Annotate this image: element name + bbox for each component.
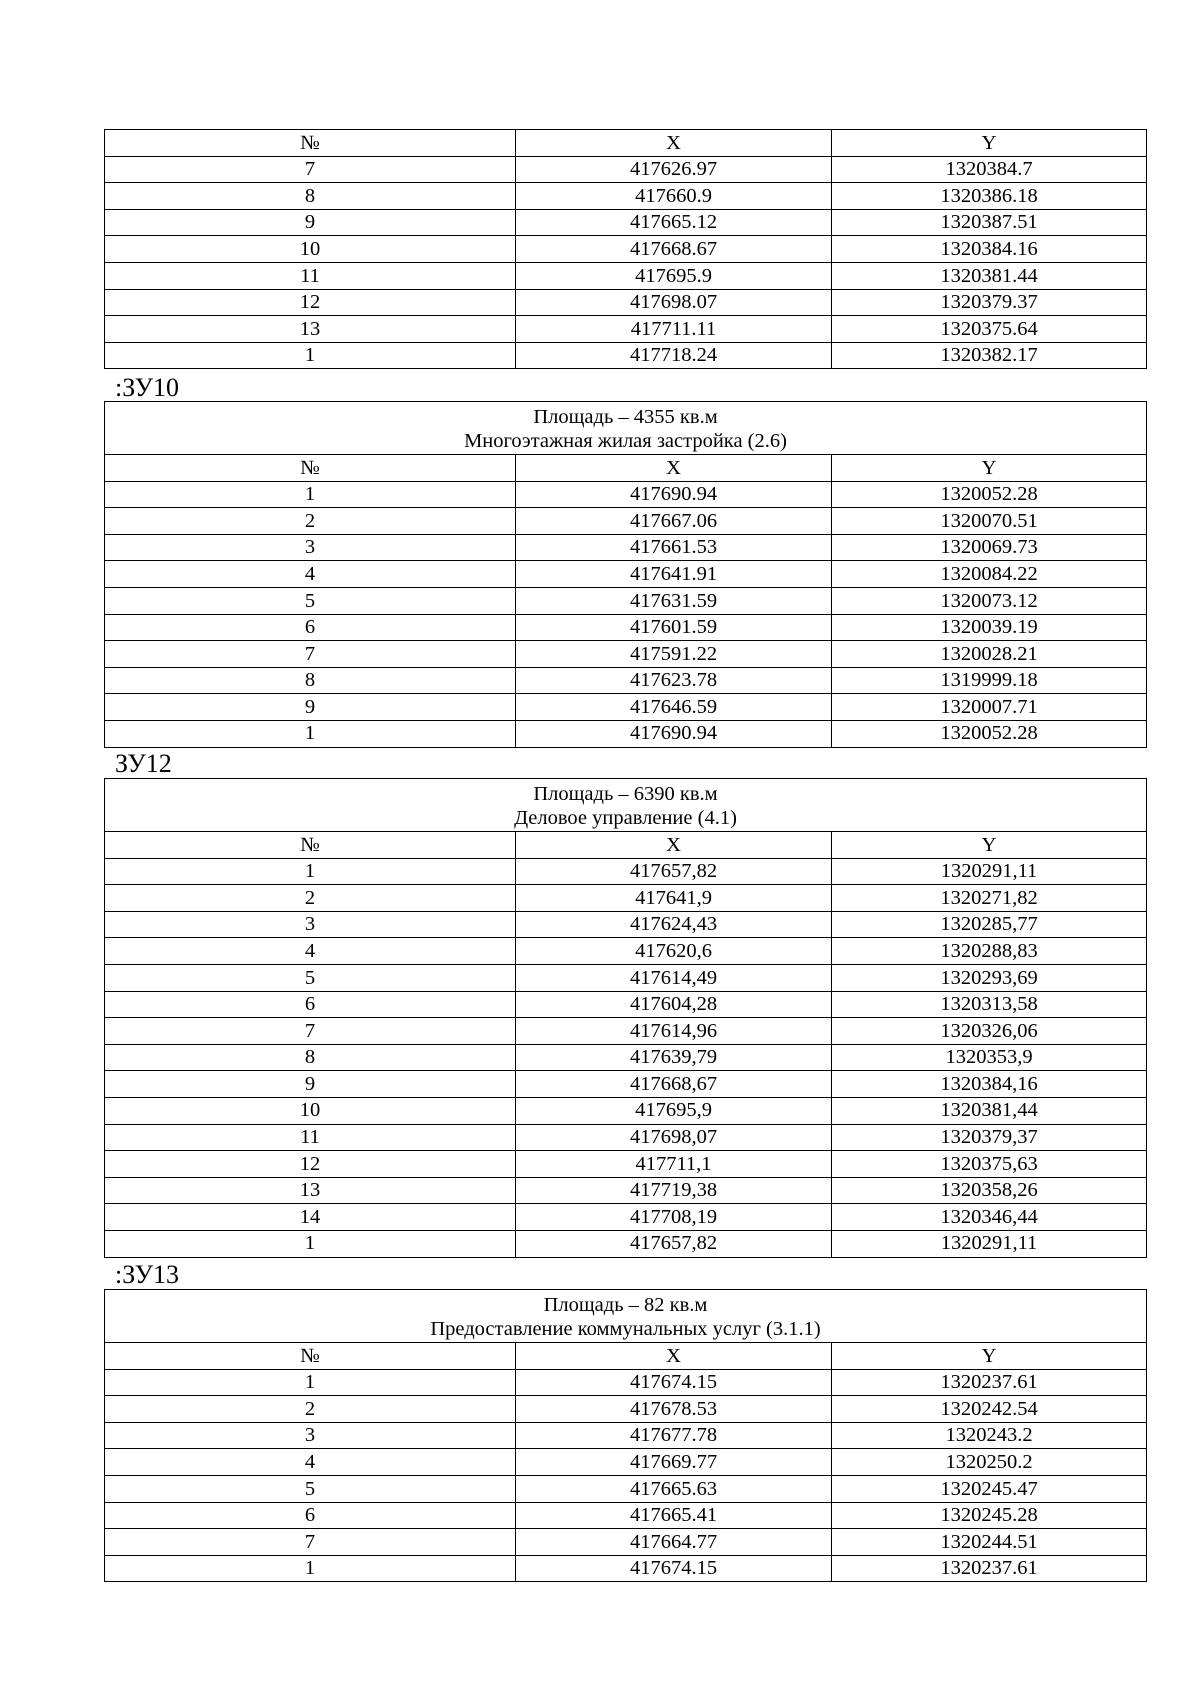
table-row [105, 1204, 1147, 1231]
table-row [105, 1555, 1147, 1582]
table-row [105, 316, 1147, 343]
coord-x: 417677.78 [516, 1422, 832, 1449]
coord-y: 1320381,44 [832, 1097, 1147, 1124]
coord-x: 417711.11 [516, 316, 832, 343]
coordinates-table-zu10 [104, 401, 1147, 748]
area-text: Площадь – 82 кв.м [543, 1293, 708, 1316]
table-row [105, 1475, 1147, 1502]
coord-x: 417604,28 [516, 991, 832, 1018]
coord-y: 1320375,63 [832, 1151, 1147, 1178]
header-y: Y [832, 1343, 1147, 1370]
coord-x: 417678.53 [516, 1396, 832, 1423]
coord-x: 417620,6 [516, 938, 832, 965]
coord-y: 1320288,83 [832, 938, 1147, 965]
table-row [105, 964, 1147, 991]
header-num: № [105, 1343, 516, 1370]
land-use-text: Деловое управление (4.1) [514, 806, 737, 829]
coord-x: 417690.94 [516, 481, 832, 508]
coord-y: 1320291,11 [832, 1230, 1147, 1257]
coord-y: 1320084.22 [832, 561, 1147, 588]
coord-x: 417698,07 [516, 1124, 832, 1151]
point-number: 14 [105, 1204, 516, 1231]
coord-y: 1320069.73 [832, 534, 1147, 561]
header-y: Y [832, 832, 1147, 859]
table-row [105, 614, 1147, 641]
table-row [105, 1097, 1147, 1124]
table-row [105, 1177, 1147, 1204]
point-number: 10 [105, 1097, 516, 1124]
table-row [105, 561, 1147, 588]
point-number: 7 [105, 1529, 516, 1556]
point-number: 6 [105, 614, 516, 641]
coord-x: 417669.77 [516, 1449, 832, 1476]
point-number: 3 [105, 911, 516, 938]
coord-x: 417639,79 [516, 1044, 832, 1071]
coord-y: 1320245.28 [832, 1502, 1147, 1529]
point-number: 1 [105, 342, 516, 369]
coord-x: 417641,9 [516, 885, 832, 912]
land-use-text: Многоэтажная жилая застройка (2.6) [464, 429, 787, 452]
section-label-zu12: ЗУ12 [115, 749, 172, 778]
coord-x: 417646.59 [516, 694, 832, 721]
coord-x: 417614,96 [516, 1018, 832, 1045]
table-row [105, 858, 1147, 885]
point-number: 5 [105, 587, 516, 614]
table-row [105, 1529, 1147, 1556]
table-row [105, 262, 1147, 289]
coord-y: 1320381.44 [832, 262, 1147, 289]
coord-y: 1320387.51 [832, 209, 1147, 236]
header-x: X [516, 455, 832, 482]
point-number: 9 [105, 209, 516, 236]
coord-x: 417665.41 [516, 1502, 832, 1529]
table-row [105, 587, 1147, 614]
point-number: 1 [105, 720, 516, 747]
coord-y: 1320379.37 [832, 289, 1147, 316]
table-info-row [105, 402, 1147, 455]
coord-y: 1320070.51 [832, 508, 1147, 535]
header-num: № [105, 455, 516, 482]
coord-y: 1320326,06 [832, 1018, 1147, 1045]
coord-y: 1320073.12 [832, 587, 1147, 614]
coord-y: 1320382.17 [832, 342, 1147, 369]
coord-y: 1320386.18 [832, 183, 1147, 210]
coord-y: 1320028.21 [832, 641, 1147, 668]
table-header-row [105, 832, 1147, 859]
table-row [105, 1230, 1147, 1257]
table-row [105, 1369, 1147, 1396]
table-row [105, 885, 1147, 912]
area-text: Площадь – 4355 кв.м [533, 405, 718, 428]
point-number: 6 [105, 1502, 516, 1529]
coord-x: 417695.9 [516, 262, 832, 289]
point-number: 4 [105, 1449, 516, 1476]
coordinates-table-continued [104, 129, 1147, 369]
coord-x: 417668.67 [516, 236, 832, 263]
coord-x: 417665.63 [516, 1475, 832, 1502]
point-number: 13 [105, 1177, 516, 1204]
table-row [105, 1018, 1147, 1045]
point-number: 3 [105, 534, 516, 561]
coordinates-table-zu12 [104, 778, 1147, 1258]
coord-y: 1320271,82 [832, 885, 1147, 912]
header-y: Y [832, 455, 1147, 482]
table-info-row [105, 779, 1147, 832]
coord-x: 417657,82 [516, 1230, 832, 1257]
coord-y: 1320358,26 [832, 1177, 1147, 1204]
table-row [105, 641, 1147, 668]
table-row [105, 991, 1147, 1018]
table-row [105, 1151, 1147, 1178]
coord-y: 1320293,69 [832, 964, 1147, 991]
coord-y: 1320346,44 [832, 1204, 1147, 1231]
table-row [105, 1124, 1147, 1151]
point-number: 1 [105, 858, 516, 885]
coord-x: 417665.12 [516, 209, 832, 236]
coord-y: 1320250.2 [832, 1449, 1147, 1476]
point-number: 7 [105, 641, 516, 668]
point-number: 11 [105, 1124, 516, 1151]
table-row [105, 938, 1147, 965]
coord-y: 1320243.2 [832, 1422, 1147, 1449]
coord-y: 1320052.28 [832, 720, 1147, 747]
table-info-row [105, 1290, 1147, 1343]
table-header-row [105, 130, 1147, 157]
coord-x: 417695,9 [516, 1097, 832, 1124]
table-row [105, 342, 1147, 369]
point-number: 11 [105, 262, 516, 289]
table-row [105, 508, 1147, 535]
coord-y: 1320245.47 [832, 1475, 1147, 1502]
header-x: X [516, 1343, 832, 1370]
header-num: № [105, 832, 516, 859]
point-number: 5 [105, 964, 516, 991]
table-row [105, 156, 1147, 183]
table-row [105, 183, 1147, 210]
table-row [105, 1422, 1147, 1449]
coord-y: 1320379,37 [832, 1124, 1147, 1151]
table-row [105, 694, 1147, 721]
point-number: 12 [105, 289, 516, 316]
point-number: 9 [105, 1071, 516, 1098]
coord-y: 1320242.54 [832, 1396, 1147, 1423]
point-number: 2 [105, 885, 516, 912]
point-number: 12 [105, 1151, 516, 1178]
coord-x: 417623.78 [516, 667, 832, 694]
coord-x: 417601.59 [516, 614, 832, 641]
area-text: Площадь – 6390 кв.м [533, 782, 718, 805]
point-number: 2 [105, 508, 516, 535]
point-number: 5 [105, 1475, 516, 1502]
coord-x: 417674.15 [516, 1369, 832, 1396]
table-row [105, 911, 1147, 938]
point-number: 13 [105, 316, 516, 343]
table-row [105, 667, 1147, 694]
point-number: 1 [105, 1230, 516, 1257]
table-row [105, 1396, 1147, 1423]
coord-x: 417660.9 [516, 183, 832, 210]
coord-y: 1320384,16 [832, 1071, 1147, 1098]
coord-x: 417711,1 [516, 1151, 832, 1178]
table-row [105, 1044, 1147, 1071]
coord-x: 417667.06 [516, 508, 832, 535]
coord-x: 417664.77 [516, 1529, 832, 1556]
point-number: 2 [105, 1396, 516, 1423]
point-number: 8 [105, 667, 516, 694]
table-row [105, 1502, 1147, 1529]
land-use-text: Предоставление коммунальных услуг (3.1.1) [430, 1317, 821, 1340]
coord-x: 417614,49 [516, 964, 832, 991]
coord-x: 417674.15 [516, 1555, 832, 1582]
header-x: X [516, 832, 832, 859]
coord-x: 417624,43 [516, 911, 832, 938]
coord-y: 1320384.7 [832, 156, 1147, 183]
coord-x: 417591.22 [516, 641, 832, 668]
coord-x: 417631.59 [516, 587, 832, 614]
coord-x: 417626.97 [516, 156, 832, 183]
coord-y: 1320313,58 [832, 991, 1147, 1018]
point-number: 6 [105, 991, 516, 1018]
point-number: 9 [105, 694, 516, 721]
coord-x: 417657,82 [516, 858, 832, 885]
table-header-row [105, 1343, 1147, 1370]
header-x: X [516, 130, 832, 157]
coord-x: 417641.91 [516, 561, 832, 588]
point-number: 1 [105, 1369, 516, 1396]
coordinates-table-zu13 [104, 1289, 1147, 1582]
table-row [105, 236, 1147, 263]
coord-y: 1320291,11 [832, 858, 1147, 885]
table-row [105, 209, 1147, 236]
point-number: 1 [105, 481, 516, 508]
coord-y: 1320237.61 [832, 1369, 1147, 1396]
point-number: 4 [105, 561, 516, 588]
point-number: 8 [105, 183, 516, 210]
point-number: 7 [105, 1018, 516, 1045]
coord-y: 1320353,9 [832, 1044, 1147, 1071]
point-number: 7 [105, 156, 516, 183]
header-y: Y [832, 130, 1147, 157]
coord-x: 417698.07 [516, 289, 832, 316]
coord-y: 1320007.71 [832, 694, 1147, 721]
coord-y: 1320384.16 [832, 236, 1147, 263]
table-header-row [105, 455, 1147, 482]
point-number: 3 [105, 1422, 516, 1449]
table-row [105, 1449, 1147, 1476]
point-number: 1 [105, 1555, 516, 1582]
coord-y: 1320039.19 [832, 614, 1147, 641]
table-row [105, 534, 1147, 561]
point-number: 8 [105, 1044, 516, 1071]
coord-x: 417719,38 [516, 1177, 832, 1204]
point-number: 4 [105, 938, 516, 965]
section-label-zu10: :ЗУ10 [115, 373, 180, 402]
table-row [105, 481, 1147, 508]
coord-y: 1320244.51 [832, 1529, 1147, 1556]
coord-y: 1320375.64 [832, 316, 1147, 343]
coord-x: 417708,19 [516, 1204, 832, 1231]
point-number: 10 [105, 236, 516, 263]
coord-x: 417718.24 [516, 342, 832, 369]
coord-y: 1320052.28 [832, 481, 1147, 508]
coord-x: 417690.94 [516, 720, 832, 747]
coord-y: 1320285,77 [832, 911, 1147, 938]
table-row [105, 720, 1147, 747]
section-label-zu13: :ЗУ13 [115, 1260, 180, 1289]
table-row [105, 289, 1147, 316]
coord-y: 1320237.61 [832, 1555, 1147, 1582]
coord-x: 417661.53 [516, 534, 832, 561]
coord-x: 417668,67 [516, 1071, 832, 1098]
coord-y: 1319999.18 [832, 667, 1147, 694]
table-row [105, 1071, 1147, 1098]
header-num: № [105, 130, 516, 157]
